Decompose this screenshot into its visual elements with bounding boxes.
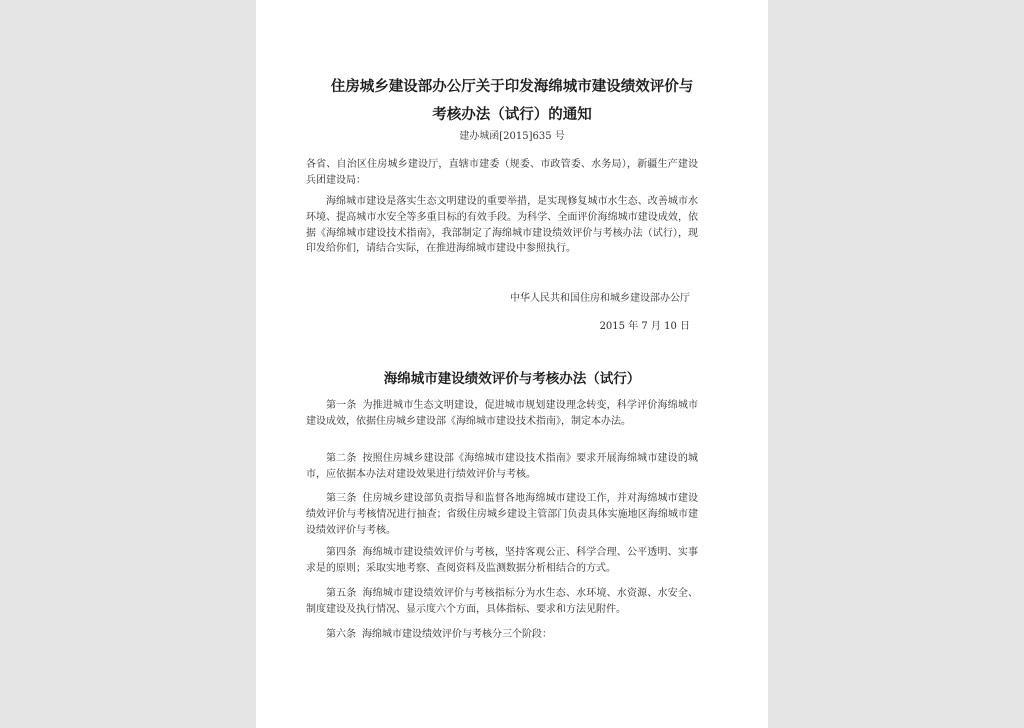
article-label: 第一条 <box>326 400 357 411</box>
issue-date: 2015 年 7 月 10 日 <box>599 321 690 332</box>
article-6 <box>306 627 698 643</box>
notice-title-line1: 住房城乡建设部办公厅关于印发海绵城市建设绩效评价与 <box>330 79 694 95</box>
article-text: 海绵城市建设绩效评价与考核指标分为水生态、水环境、水资源、水安全、制度建设及执行情况、显示度六个方面，具体指标、要求和方法见附件。 <box>306 588 699 615</box>
article-4 <box>306 545 698 577</box>
recipients: 各省、自治区住房城乡建设厅，直辖市建委（规委、市政管委、水务局），新疆生产建设兵团建设局： <box>306 159 698 186</box>
article-1 <box>306 398 698 430</box>
article-3 <box>306 491 698 538</box>
article-label: 第五条 <box>326 588 357 599</box>
article-2 <box>306 451 698 483</box>
article-label: 第六条 <box>326 629 356 640</box>
article-5 <box>306 586 698 618</box>
measures-title: 海绵城市建设绩效评价与考核办法（试行） <box>383 371 641 388</box>
article-label: 第二条 <box>326 453 357 464</box>
article-label: 第三条 <box>326 493 357 504</box>
document-page <box>256 0 768 728</box>
document-number: 建办城函[2015]635 号 <box>459 131 565 142</box>
article-text: 按照住房城乡建设部《海绵城市建设技术指南》要求开展海绵城市建设的城市，应依据本办法对建设效果进行绩效评价与考核。 <box>306 453 699 480</box>
issuer: 中华人民共和国住房和城乡建设部办公厅 <box>510 293 690 304</box>
article-text: 海绵城市建设绩效评价与考核分三个阶段： <box>362 629 552 640</box>
article-label: 第四条 <box>326 547 357 558</box>
article-text: 住房城乡建设部负责指导和监督各地海绵城市建设工作，并对海绵城市建设绩效评价与考核情况进行抽查；省级住房城乡建设主管部门负责具体实施地区海绵城市建设绩效评价与考核。 <box>306 493 699 536</box>
notice-body: 海绵城市建设是落实生态文明建设的重要举措，是实现修复城市水生态、改善城市水环境、提高城市水安全等多重目标的有效手段。为科学、全面评价海绵城市建设成效，依据《海绵城市建设技术指南》，我部制定了海绵城市建设绩效评价与考核办法（试行），现印发给你们，请结合实际，在推进海绵城市建设中参照执行。 <box>306 196 698 255</box>
notice-title-line2: 考核办法（试行）的通知 <box>432 107 592 123</box>
article-text: 海绵城市建设绩效评价与考核，坚持客观公正、科学合理、公平透明、实事求是的原则；采取实地考察、查阅资料及监测数据分析相结合的方式。 <box>306 547 699 574</box>
article-text: 为推进城市生态文明建设，促进城市规划建设理念转变，科学评价海绵城市建设成效，依据住房城乡建设部《海绵城市建设技术指南》，制定本办法。 <box>306 400 699 427</box>
